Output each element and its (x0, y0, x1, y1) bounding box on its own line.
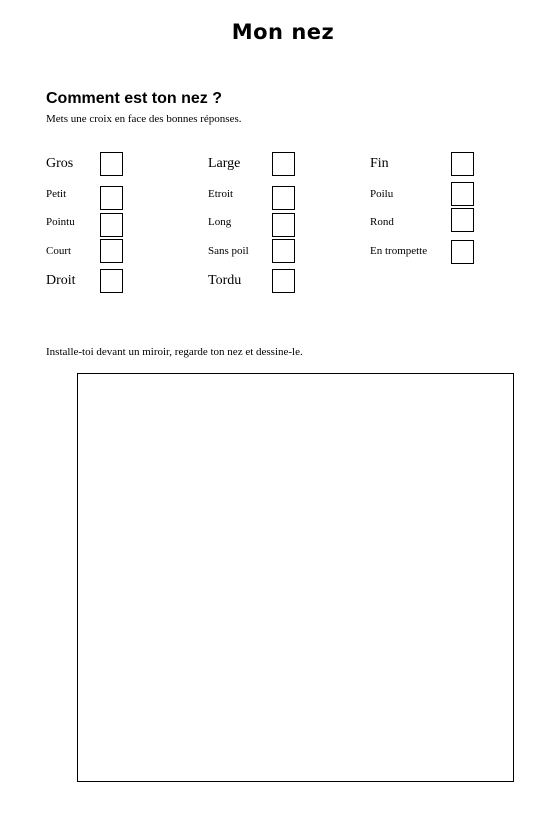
option-label-large: Large (208, 156, 241, 171)
checkbox-etroit[interactable] (272, 186, 295, 210)
checkbox-long[interactable] (272, 213, 295, 237)
checkbox-tordu[interactable] (272, 269, 295, 293)
instruction-text: Mets une croix en face des bonnes réponses. (46, 113, 242, 125)
checkbox-petit[interactable] (100, 186, 123, 210)
option-label-petit: Petit (46, 188, 67, 200)
checkbox-en-trompette[interactable] (451, 240, 474, 264)
option-label-en-trompette: En trompette (370, 245, 428, 257)
checkbox-gros[interactable] (100, 152, 123, 176)
question-heading: Comment est ton nez ? (46, 90, 223, 107)
option-label-long: Long (208, 216, 232, 228)
page-title: Mon nez (231, 20, 335, 44)
option-label-sans-poil: Sans poil (208, 245, 249, 257)
option-label-poilu: Poilu (370, 188, 394, 200)
checkbox-fin[interactable] (451, 152, 474, 176)
checkbox-sans-poil[interactable] (272, 239, 295, 263)
option-label-droit: Droit (46, 273, 76, 288)
checkbox-rond[interactable] (451, 208, 474, 232)
option-label-court: Court (46, 245, 72, 257)
checkbox-court[interactable] (100, 239, 123, 263)
checkbox-pointu[interactable] (100, 213, 123, 237)
option-label-tordu: Tordu (208, 273, 242, 288)
option-label-rond: Rond (370, 216, 394, 228)
checkbox-droit[interactable] (100, 269, 123, 293)
checkbox-poilu[interactable] (451, 182, 474, 206)
option-label-gros: Gros (46, 156, 74, 171)
option-label-pointu: Pointu (46, 216, 75, 228)
option-label-etroit: Etroit (208, 188, 234, 200)
drawing-area[interactable] (77, 373, 514, 782)
checkbox-large[interactable] (272, 152, 295, 176)
option-label-fin: Fin (370, 156, 389, 171)
drawing-instruction: Installe-toi devant un miroir, regarde ton nez et dessine-le. (46, 346, 303, 358)
